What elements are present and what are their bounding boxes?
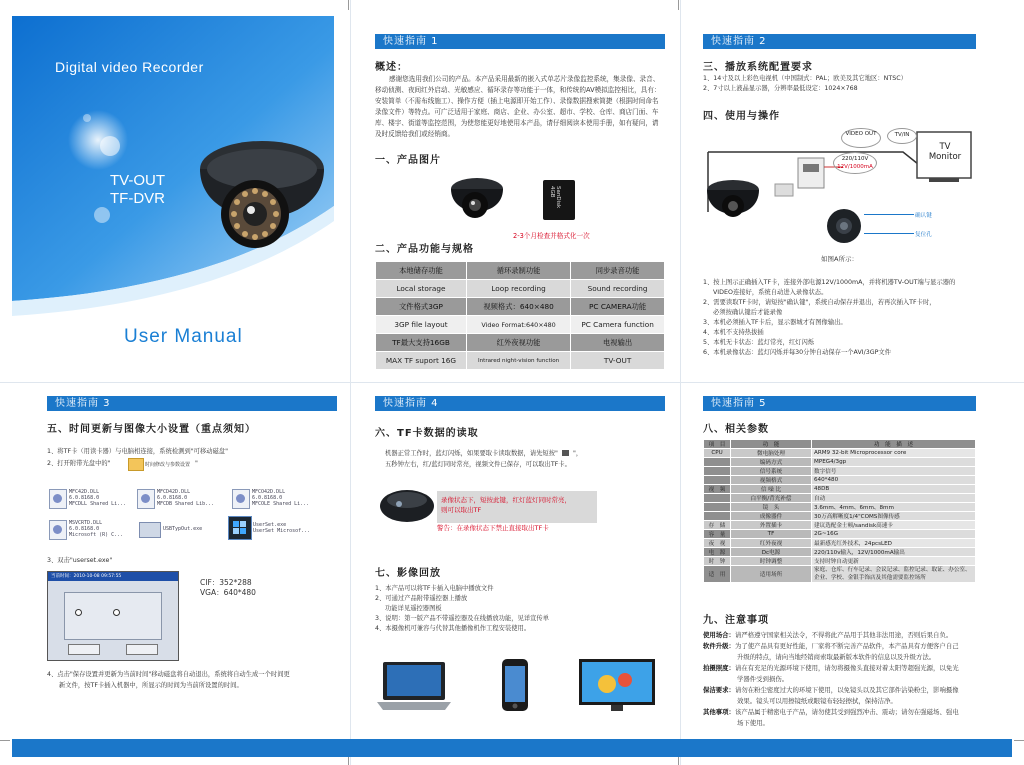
resolution-list [200, 578, 256, 598]
tv-in-label: TV/IN [887, 128, 917, 144]
list-item: 1、本产品可以将TF卡插入电脑中播放文件 [375, 585, 494, 592]
table-row [704, 467, 976, 476]
params-cell: 成像器件 [731, 512, 812, 521]
resolution-vga: VGA：640*480 [200, 588, 256, 597]
resolution-cif: CIF：352*288 [200, 578, 252, 587]
file-name: MFCO42D.DLL [252, 489, 286, 495]
params-table [703, 439, 976, 583]
vga-radio[interactable] [113, 609, 120, 616]
list-item: 1、14寸及以上彩色电视机（中国制式：PAL；欧美及其它地区：NTSC） [703, 75, 907, 82]
params-cell: 3.6mm、4mm、6mm、8mm [812, 503, 976, 512]
params-cell: 220/110v输入，12V/1000mA输出 [812, 548, 976, 557]
monitor-label: TV Monitor [928, 142, 962, 162]
callout-box [437, 491, 597, 523]
note-label: 软件升级： [703, 642, 735, 650]
dll-file-icon [137, 489, 155, 509]
params-cell: 2G~16G [812, 530, 976, 539]
list-item: 2、可通过产品附带遥控器上播放 [375, 595, 468, 602]
list-item: 功能详见遥控器图板 [385, 605, 442, 612]
params-cell: 容 量 [704, 530, 731, 539]
table-row [704, 503, 976, 512]
params-cell: 编码方式 [731, 458, 812, 467]
overview-text: 感谢您选用我们公司的产品。本产品采用最新的嵌入式单芯片录像监控系统，集录像、录音、移动侦测、夜间红外启动、光敏感应、循环录存等功能于一体，和传统的AV模拟监控相比，具有：安装简单（不需布线施工）、操作方便（插上电源即开始工作）、录像数据搜索简捷（根据时间命名录像文件）等特点。可广泛适用于家庭、商店、企业、办公室、超市、学校、仓库、商店门面、车库、楼宇、街道等监控范围，为使您能更好地使用本产品，请仔细阅读本使用手册，如有疑问，请及时反馈给我们或经销商。 [375, 75, 661, 138]
table-row [704, 476, 976, 485]
file-desc: MFCDLL Shared Li... [69, 501, 127, 507]
diagram-caption: 如图A所示： [821, 255, 858, 263]
step3-text: 3、双击"userset.exe" [47, 557, 113, 564]
leader-line [864, 233, 914, 234]
power-spec-label [833, 152, 877, 174]
params-cell: 时 钟 [704, 557, 731, 566]
use-list [703, 278, 976, 358]
note-label: 使用场合： [703, 631, 735, 639]
params-cell: 支持时钟自动更新 [812, 557, 976, 566]
spec-cell: 文件格式3GP [376, 298, 467, 316]
table-row [704, 458, 976, 467]
params-cell [704, 467, 731, 476]
tf-card-image [543, 180, 575, 220]
file-version: 6.0.8168.0 [157, 495, 188, 501]
list-item: 3、本机必须插入TF卡后，显示器城才有图像输出。 [703, 319, 847, 326]
table-row [704, 485, 976, 494]
params-cell [704, 494, 731, 503]
table-row [704, 566, 976, 583]
note-text: 该产品属于精密电子产品，请勿使其受到强烈冲击、震动；请勿在强磁场、强电 [734, 708, 959, 716]
params-cell: 视 频 [704, 485, 731, 494]
read-text-1 [385, 449, 582, 459]
note-item [703, 630, 976, 641]
params-cell: 镜 头 [731, 503, 812, 512]
file-desc: MFCDB Shared Lib... [157, 501, 215, 507]
params-cell [704, 476, 731, 485]
spec-cell: 3GP file layout [376, 316, 467, 334]
params-cell: 信 噪 比 [731, 485, 812, 494]
note-item [703, 707, 976, 718]
note-text: 场下使用。 [737, 719, 769, 727]
file-version: 6.0.8168.0 [69, 526, 100, 532]
params-cell: 夜 视 [704, 539, 731, 548]
note-text: 请勿在粉尘密度过大的环境下使用，以免镜头以及其它部件沾染粉尘，影响摄像 [734, 686, 959, 694]
cif-radio[interactable] [75, 609, 82, 616]
guide5-panel [703, 396, 976, 741]
list-item: 必须按确认键后才能录像 [713, 309, 783, 316]
guide2-header: 快速指南 2 [703, 34, 976, 49]
step1-text: 1、将TF卡（用读卡器）与电脑相连接，系统检测到"可移动磁盘" [47, 448, 228, 455]
file-name: MFC42D.DLL [69, 489, 100, 495]
crop-mark [678, 0, 679, 10]
power-adapter: 12V/1000mA [837, 164, 873, 170]
file-entry[interactable] [253, 522, 310, 534]
params-cell [704, 458, 731, 467]
guide5-header: 快速指南 5 [703, 396, 976, 411]
button-closeup-image [824, 206, 864, 246]
tf-card-label: SanDisk 4GB [549, 186, 561, 209]
params-cell: 电 源 [704, 548, 731, 557]
cover-manual-title: User Manual [124, 326, 243, 347]
folder-icon [128, 458, 144, 471]
list-item: 4、本摄像机可兼容与代替其他播像机作工程安装使用。 [375, 625, 531, 632]
photo-title: 一、产品图片 [375, 155, 441, 166]
note-item [703, 652, 976, 663]
read-text-2: 五秒钟左右，红/蓝灯同时常亮，视频文件已保存，可以取出TF卡。 [385, 461, 571, 468]
step4-text-a: 4、点击"保存设置并更新为当前时间"移动磁盘将自动退出，系统将自动生成一个时间更 [47, 671, 290, 678]
spec-cell: Video Format:640×480 [466, 316, 570, 334]
params-cell: 640*480 [812, 476, 976, 485]
note-item [703, 641, 976, 652]
spec-table [375, 261, 665, 370]
list-item: 1、按上图示正确插入TF卡，连接外部电源12V/1000mA，并将机器TV-OUT端与显示器的 [703, 279, 956, 286]
guide1-header: 快速指南 1 [375, 34, 665, 49]
camera-top-image [377, 484, 437, 524]
video-out-label: VIDEO OUT [841, 128, 881, 148]
dll-file-icon [49, 489, 67, 509]
table-row [704, 530, 976, 539]
note-text: 效果。镜头可以用擦镜纸或眼镜布轻轻擦拭，保持洁净。 [737, 697, 897, 705]
spec-cell: 本地储存功能 [376, 262, 467, 280]
spec-row [376, 316, 665, 334]
spec-cell: Intrared night-vision function [466, 352, 570, 370]
params-cell: 数字信号 [812, 467, 976, 476]
spec-cell: Loop recording [466, 280, 570, 298]
params-cell: ARM9 32-bit Microprocessor core [812, 449, 976, 458]
read-text-1-tail: "， [572, 450, 583, 457]
note-item [703, 674, 976, 685]
file-desc: MFCOLE Shared Li... [252, 501, 310, 507]
step2-text: 2、打开附带光盘中的" [47, 460, 111, 467]
params-cell: 家庭、仓库、行车记录、会议记录、监控记录、取证、办公室、企业、学校、金银手饰店及其他需要监控场所 [812, 566, 976, 583]
spec-cell: Sound recording [571, 280, 665, 298]
params-header-cell: 功 能 [731, 440, 812, 449]
params-cell: 白平衡/背光补偿 [731, 494, 812, 503]
list-item: 3、说明：第一版产品不带遥控器及在线播放功能，见详宣传单 [375, 615, 550, 622]
guide4-header: 快速指南 4 [375, 396, 665, 411]
params-cell [704, 503, 731, 512]
note-item [703, 718, 976, 729]
table-row [704, 557, 976, 566]
note-item [703, 663, 976, 674]
params-cell: 48DB [812, 485, 976, 494]
play-title: 七、影像回放 [375, 568, 441, 579]
file-entry[interactable] [69, 520, 123, 538]
use-title: 四、使用与操作 [703, 111, 780, 122]
params-cell: MPEG4/3gp [812, 458, 976, 467]
callout-line1: 录像状态下，短按此键，红灯蓝灯同时常亮， [441, 496, 571, 504]
camera-product-image [447, 171, 507, 226]
tv-image [577, 658, 657, 712]
cover-tf-dvr: TF-DVR [110, 190, 165, 207]
notes-list [703, 630, 976, 729]
note-text: 为了使产品具有更好性能，厂家将不断完善产品软件，本产品具有方便客户自己 [734, 642, 959, 650]
callout-line2: 则可以取出TF [441, 506, 482, 514]
confirm-key-label: 确认键 [915, 213, 932, 219]
spec-cell: PC CAMERA功能 [571, 298, 665, 316]
cover-tv-out: TV-OUT [110, 172, 165, 189]
crop-mark [0, 740, 10, 741]
dome-camera-image [187, 124, 334, 274]
save-update-button[interactable] [68, 644, 100, 655]
list-item: 4、本机不支持热拔插 [703, 329, 764, 336]
list-item: 2、7寸以上液晶显示器，分辨率最低设定：1024×768 [703, 85, 858, 92]
sys-list [703, 74, 976, 94]
note-text: 请严格遵守国家相关法令，不得将此产品用于其他非法用途，否则后果自负。 [734, 631, 953, 639]
params-cell: 信号系统 [731, 467, 812, 476]
spec-row [376, 280, 665, 298]
spec-cell: 视频格式：640×480 [466, 298, 570, 316]
note-text: 学器件受到损伤。 [737, 675, 789, 683]
play-list [375, 584, 665, 634]
note-item [703, 696, 976, 707]
crop-mark [348, 0, 349, 10]
table-row [704, 494, 976, 503]
params-cell: 微电脑处理 [731, 449, 812, 458]
table-row [704, 512, 976, 521]
params-cell: 红外夜视 [731, 539, 812, 548]
phone-image [500, 658, 530, 712]
exe-file-icon [139, 522, 161, 538]
file-desc: Microsoft (R) C... [69, 532, 124, 538]
guide4-panel [375, 396, 665, 736]
dialog-group [64, 592, 162, 640]
params-cell: Dc电源 [731, 548, 812, 557]
file-name: MSVCRTD.DLL [69, 520, 103, 526]
step4-text-b: 新文件，按TF卡插入机器中，所显示的时间为当前所设置的时间。 [59, 682, 243, 689]
file-desc: UserSet Microsof... [253, 528, 311, 534]
dialog-titlebar: 当前时间：2010-10-08 09:57:55 [48, 572, 178, 581]
read-text-1-main: 机器正常工作时，蓝灯闪烁，如果要取卡读取数据，请先短按" [385, 450, 558, 457]
params-cell: 存 储 [704, 521, 731, 530]
spec-row [376, 352, 665, 370]
cover-panel [12, 16, 334, 373]
table-row [704, 521, 976, 530]
params-title: 八、相关参数 [703, 424, 769, 435]
file-version: 6.0.8168.0 [69, 495, 100, 501]
params-cell: 30万高解晰度1/4"COMS图像传感 [812, 512, 976, 521]
list-item: 6、本机录像状态：蓝灯闪烁并每30分钟自动保存一个AVI/3GP文件 [703, 349, 892, 356]
step2-tail: " [195, 460, 198, 467]
spec-cell: TF最大支持16GB [376, 334, 467, 352]
bottom-band [12, 739, 1012, 757]
power-voltage: 220/110V [841, 156, 869, 162]
userset-dialog [47, 571, 179, 661]
file-entry[interactable] [157, 489, 214, 507]
spec-title: 二、产品功能与规格 [375, 244, 474, 255]
spec-cell: MAX TF suport 16G [376, 352, 467, 370]
camera-diagram-image [703, 176, 763, 226]
spec-row [376, 298, 665, 316]
cover-title: Digital video Recorder [55, 59, 204, 75]
fold-line-middle [0, 382, 1024, 383]
spec-cell: 循环录制功能 [466, 262, 570, 280]
note-item [703, 685, 976, 696]
params-cell: 自动 [812, 494, 976, 503]
dll-file-icon [232, 489, 250, 509]
confirm-key-icon [562, 450, 569, 456]
guide3-title: 五、时间更新与图像大小设置（重点须知） [47, 424, 256, 435]
spec-row [376, 262, 665, 280]
spec-cell: 红外夜视功能 [466, 334, 570, 352]
spec-cell: Local storage [376, 280, 467, 298]
params-header-cell: 功 能 描 述 [812, 440, 976, 449]
params-cell: 视频格式 [731, 476, 812, 485]
list-item: 2、需要读取TF卡时，请短按"确认键"，系统自动保存并退出，若再次插入TF卡时， [703, 299, 936, 306]
note-text: 升级的特点，请向当地经销商索取最新版本软件的信息以及升级方法。 [737, 653, 936, 661]
spec-cell: TV-OUT [571, 352, 665, 370]
file-name: UserSet.exe [253, 522, 287, 528]
spec-cell: PC Camera function [571, 316, 665, 334]
params-cell: 外置插卡 [731, 521, 812, 530]
file-entry[interactable] [252, 489, 309, 507]
crop-mark [1014, 740, 1024, 741]
note-label: 其他事项： [703, 708, 735, 716]
file-name: USBTypOut.exe [163, 526, 203, 532]
guide2-panel [703, 34, 976, 374]
guide3-panel [47, 396, 337, 736]
note-label: 拍摄照度： [703, 664, 735, 672]
overview-title: 概述： [375, 62, 408, 73]
laptop-image [375, 660, 455, 712]
check-note: 2-3个月检查并格式化一次 [513, 232, 590, 240]
reset-hole-label: 复位孔 [915, 232, 932, 238]
file-name: MFCD42D.DLL [157, 489, 191, 495]
params-cell [704, 512, 731, 521]
params-cell: 建议选配金士顿/sandisk高速卡 [812, 521, 976, 530]
note-label: 保洁要求： [703, 686, 735, 694]
exit-button[interactable] [126, 644, 158, 655]
spec-cell: 同步录音功能 [571, 262, 665, 280]
file-version: 6.0.8168.0 [252, 495, 283, 501]
guide3-header: 快速指南 3 [47, 396, 337, 411]
spec-cell: 电视输出 [571, 334, 665, 352]
table-row [704, 548, 976, 557]
guide4-title: 六、TF卡数据的读取 [375, 428, 479, 439]
file-entry[interactable] [163, 526, 202, 532]
file-entry[interactable] [69, 489, 126, 507]
note-text: 请在有充足的光源环境下使用，请勿将摄像头直接对着太阳等超强光源，以免光 [734, 664, 959, 672]
list-item: VIDEO连接好，系统自动进入录像状态。 [713, 289, 828, 296]
warning-text: 警告：在录像状态下禁止直接取出TF卡 [437, 524, 549, 532]
params-cell: 适 用 [704, 566, 731, 583]
folder-label: 时间修改与参数设置 [145, 462, 191, 468]
app-icon [228, 516, 252, 540]
params-header-row [704, 440, 976, 449]
params-header-cell: 项 目 [704, 440, 731, 449]
leader-line [864, 214, 914, 215]
dll-file-icon [49, 520, 67, 540]
params-cell: TF [731, 530, 812, 539]
list-item: 5、本机无卡状态：蓝灯常亮，红灯闪烁 [703, 339, 815, 346]
params-cell: CPU [704, 449, 731, 458]
guide1-panel [375, 34, 665, 374]
sys-title: 三、播放系统配置要求 [703, 62, 813, 73]
params-cell: 适用场所 [731, 566, 812, 583]
params-cell: 最新感光红外技术，24pcsLED [812, 539, 976, 548]
spec-row [376, 334, 665, 352]
table-row [704, 449, 976, 458]
params-cell: 时钟调整 [731, 557, 812, 566]
notes-title: 九、注意事项 [703, 615, 769, 626]
table-row [704, 539, 976, 548]
